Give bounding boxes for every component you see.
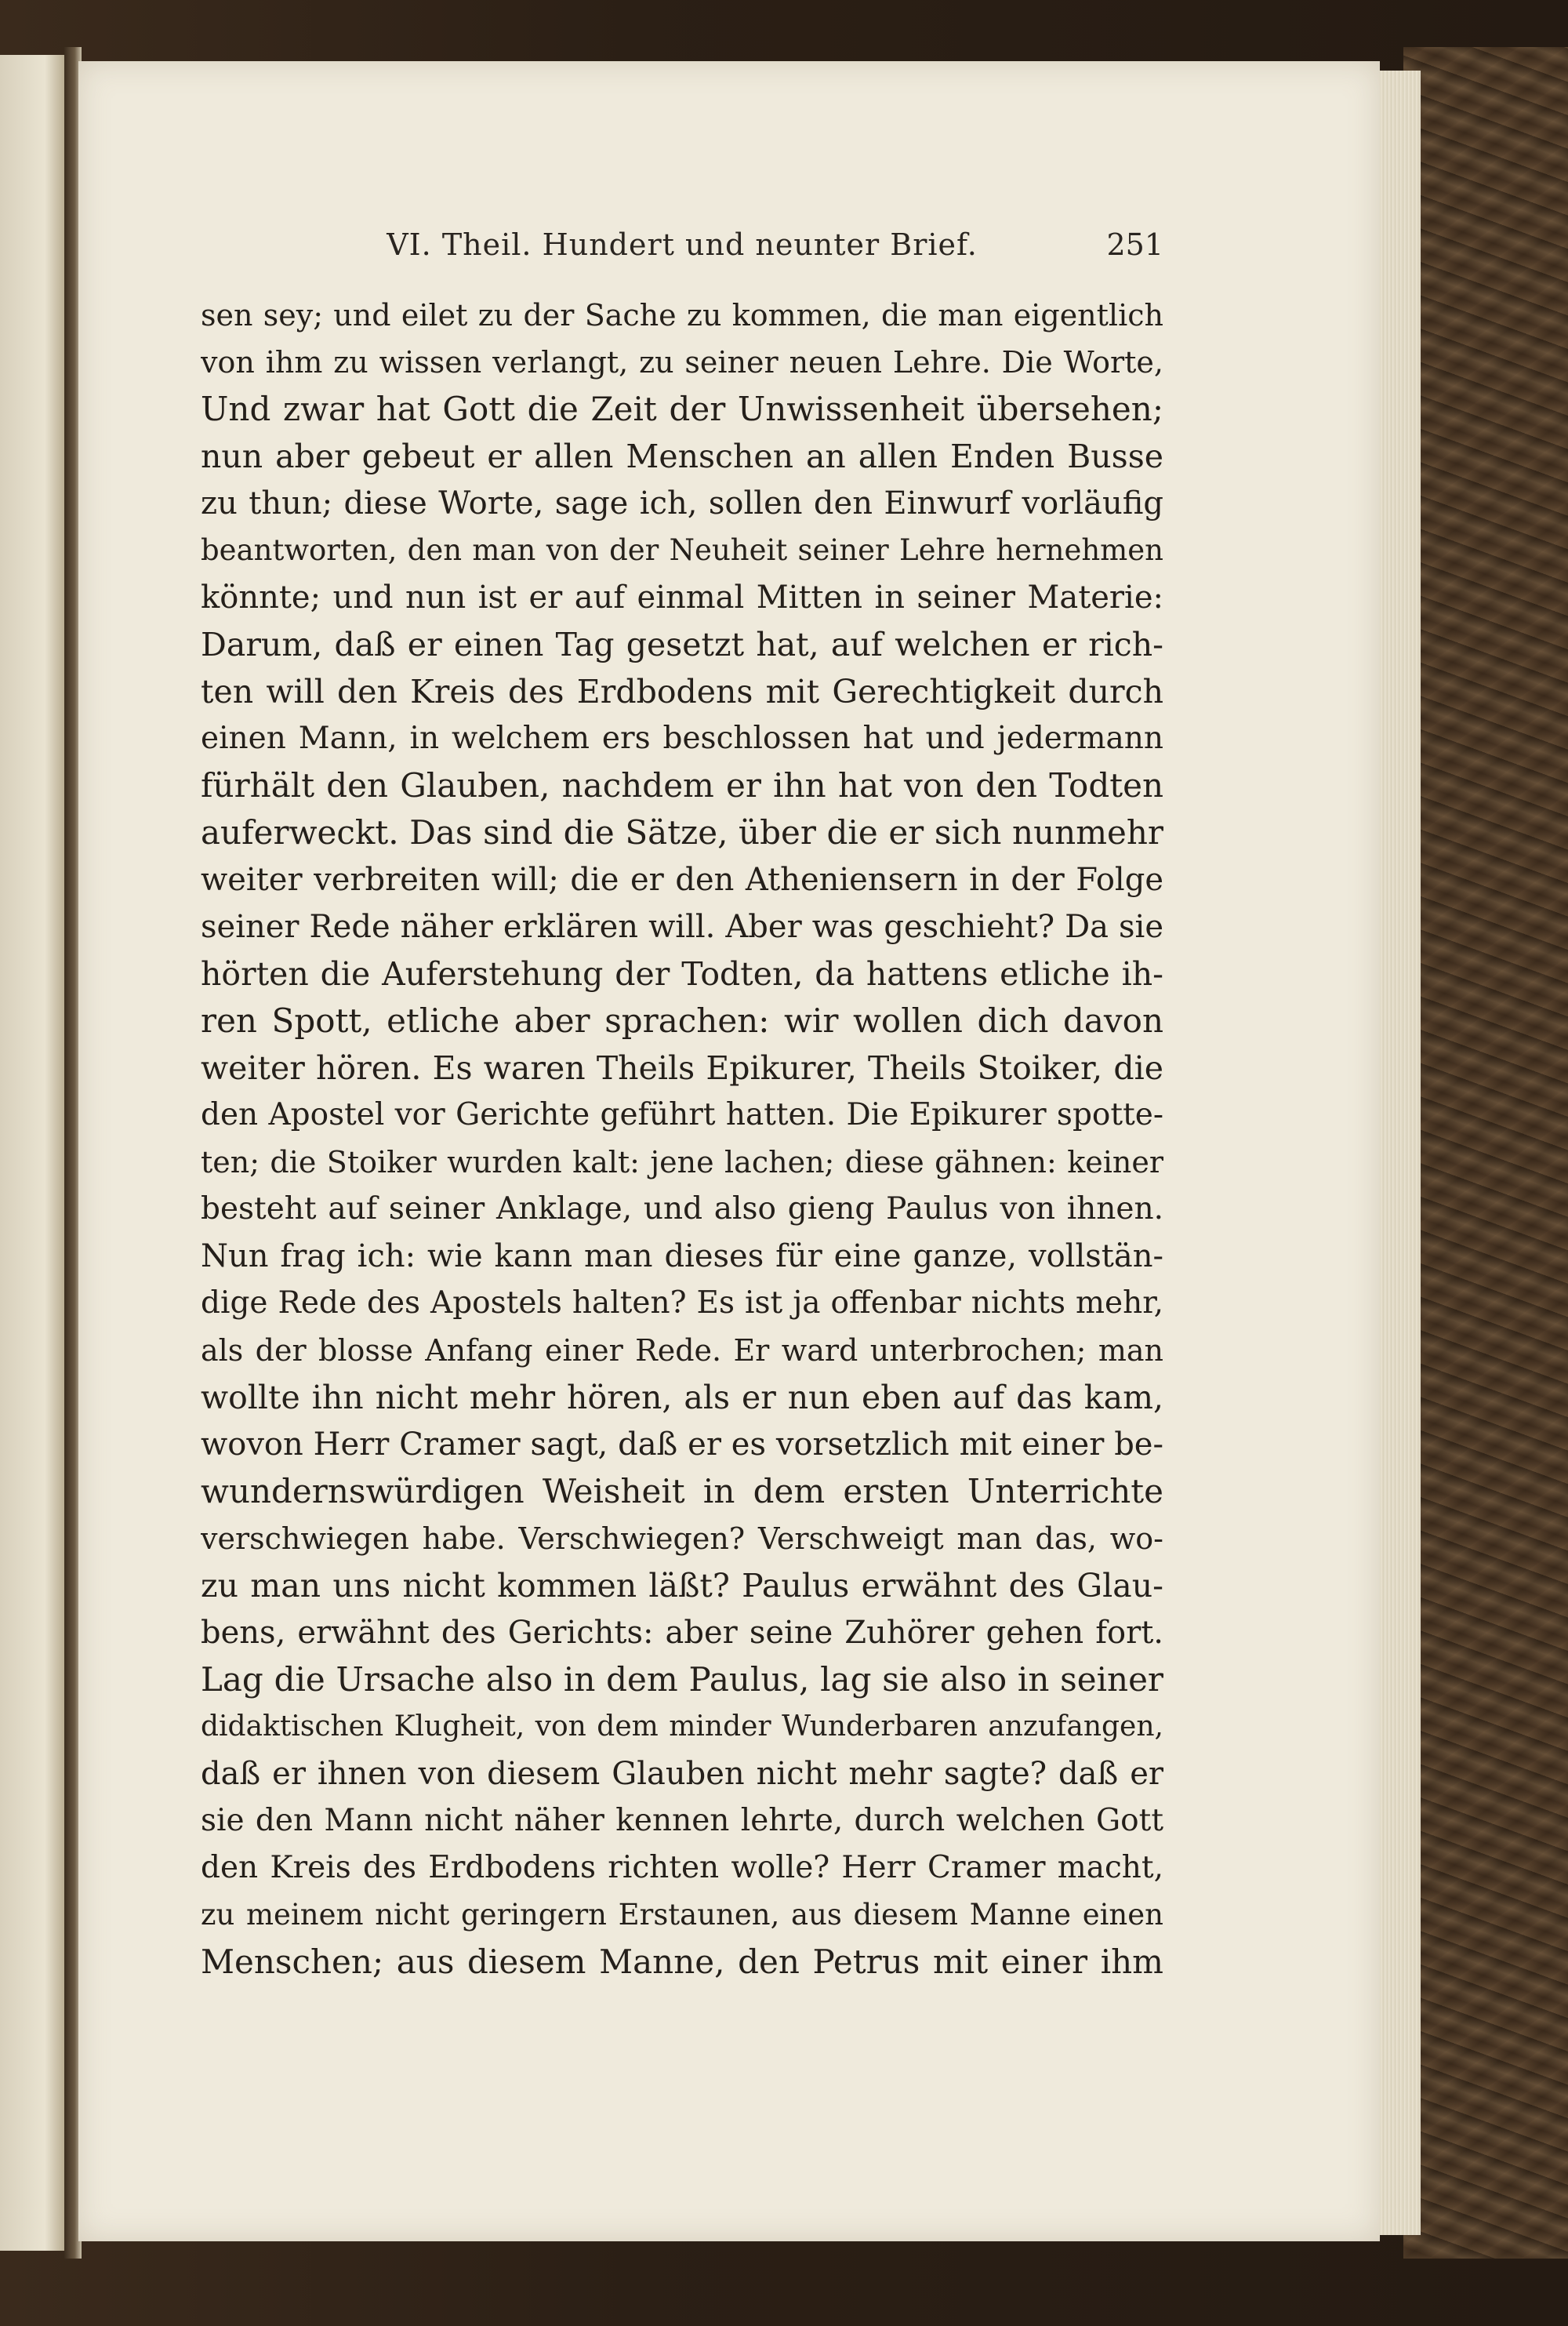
text-line: zu thun; diese Worte, sage ich, sollen den Einwurf vorläufig — [201, 485, 1163, 522]
running-title: VI. Theil. Hundert und neunter Brief. — [387, 227, 978, 262]
text-line: didaktischen Klugheit, von dem minder Wunderbaren anzufangen, — [201, 1710, 1163, 1743]
text-line: weiter verbreiten will; die er den Atheniensern in der Folge — [201, 862, 1163, 898]
text-line: besteht auf seiner Anklage, und also gieng Paulus von ihnen. — [201, 1191, 1163, 1227]
text-line: weiter hören. Es waren Theils Epikurer, Theils Stoiker, die — [201, 1049, 1163, 1087]
text-line: dige Rede des Apostels halten? Es ist ja offenbar nichts mehr, — [201, 1285, 1163, 1321]
text-line: wollte ihn nicht mehr hören, als er nun eben auf das kam, — [201, 1379, 1163, 1416]
text-line: ten; die Stoiker wurden kalt: jene lachen; diese gähnen: keiner — [201, 1145, 1163, 1179]
text-line: den Apostel vor Gerichte geführt hatten. Die Epikurer spotte- — [201, 1097, 1163, 1132]
text-line: wundernswürdigen Weisheit in dem ersten Unterrichte — [201, 1472, 1163, 1510]
text-line: verschwiegen habe. Verschwiegen? Verschweigt man das, wo- — [201, 1521, 1163, 1556]
text-line: als der blosse Anfang einer Rede. Er ward unterbrochen; man — [201, 1333, 1163, 1368]
page-number: 251 — [1106, 227, 1163, 262]
text-line: sie den Mann nicht näher kennen lehrte, durch welchen Gott — [201, 1803, 1163, 1838]
marbled-cover-edge — [1403, 47, 1568, 2259]
text-line: einen Mann, in welchem ers beschlossen hat und jedermann — [201, 721, 1163, 756]
text-line: bens, erwähnt des Gerichts: aber seine Zuhörer gehen fort. — [201, 1615, 1163, 1651]
text-line: auferweckt. Das sind die Sätze, über die er sich nunmehr — [201, 813, 1163, 852]
text-line: zu meinem nicht geringern Erstaunen, aus diesem Manne einen — [201, 1898, 1163, 1932]
text-line: Darum, daß er einen Tag gesetzt hat, auf welchen er rich- — [201, 626, 1163, 663]
text-line: Menschen; aus diesem Manne, den Petrus mit einer ihm — [201, 1943, 1163, 1981]
text-line: ren Spott, etliche aber sprachen: wir wollen dich davon — [201, 1001, 1163, 1040]
text-line: könnte; und nun ist er auf einmal Mitten in seiner Materie: — [201, 580, 1163, 616]
text-line: fürhält den Glauben, nachdem er ihn hat von den Todten — [201, 766, 1163, 805]
text-line: von ihm zu wissen verlangt, zu seiner neuen Lehre. Die Worte, — [201, 345, 1163, 380]
text-line: Und zwar hat Gott die Zeit der Unwissenheit übersehen; — [201, 390, 1163, 428]
text-line: seiner Rede näher erklären will. Aber was geschieht? Da sie — [201, 909, 1163, 945]
text-line: wovon Herr Cramer sagt, daß er es vorsetzlich mit einer be- — [201, 1426, 1163, 1463]
text-line: hörten die Auferstehung der Todten, da hattens etliche ih- — [201, 955, 1163, 993]
text-line: Lag die Ursache also in dem Paulus, lag sie also in seiner — [201, 1660, 1163, 1699]
body-text — [201, 292, 1163, 1986]
text-line: den Kreis des Erdbodens richten wolle? Herr Cramer macht, — [201, 1850, 1163, 1885]
text-line: ten will den Kreis des Erdbodens mit Gerechtigkeit durch — [201, 673, 1163, 711]
page-header — [201, 227, 1163, 274]
text-line: Nun frag ich: wie kann man dieses für eine ganze, vollstän- — [201, 1238, 1163, 1274]
text-line: sen sey; und eilet zu der Sache zu kommen, die man eigentlich — [201, 298, 1163, 333]
text-line: nun aber gebeut er allen Menschen an allen Enden Busse — [201, 438, 1163, 475]
text-line: daß er ihnen von diesem Glauben nicht mehr sagte? daß er — [201, 1756, 1163, 1792]
left-page-edge — [0, 55, 67, 2251]
text-line: zu man uns nicht kommen läßt? Paulus erwähnt des Glau- — [201, 1567, 1163, 1605]
text-line: beantworten, den man von der Neuheit seiner Lehre hernehmen — [201, 533, 1163, 567]
